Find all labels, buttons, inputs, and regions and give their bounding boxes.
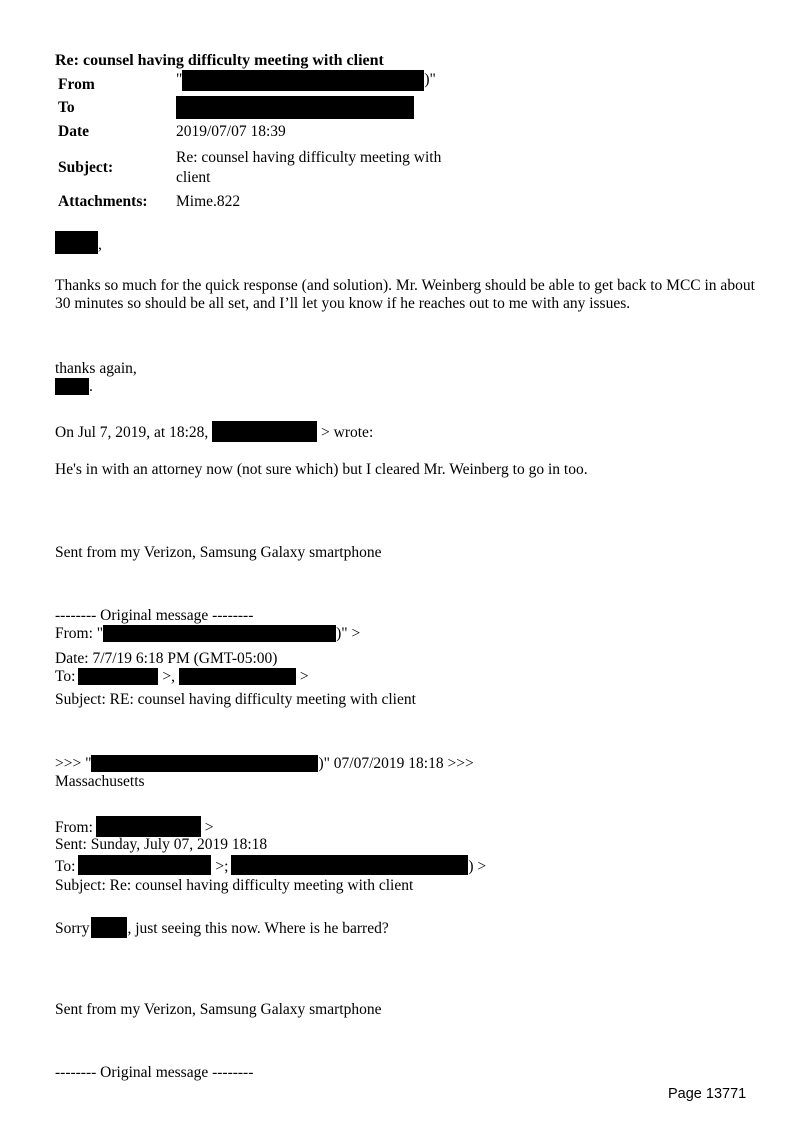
reply-prefix: Sorry bbox=[55, 920, 90, 937]
from-open-quote: " bbox=[176, 71, 183, 88]
from-close-quote: )" bbox=[424, 71, 436, 88]
redaction-block bbox=[179, 668, 296, 685]
original-message-divider: -------- Original message -------- bbox=[55, 607, 254, 624]
original2-from-suffix: > bbox=[204, 819, 214, 836]
original2-from-line bbox=[55, 816, 214, 837]
redaction-block bbox=[212, 421, 317, 442]
original2-subject-line: Subject: Re: counsel having difficulty meeting with client bbox=[55, 877, 414, 894]
redaction-block bbox=[103, 625, 336, 642]
original-to-suffix: > bbox=[299, 668, 309, 685]
redaction-block bbox=[231, 855, 468, 875]
original-subject-line: Subject: RE: counsel having difficulty meeting with client bbox=[55, 691, 416, 708]
email-subject-title: Re: counsel having difficulty meeting with client bbox=[55, 52, 384, 69]
original-from-line bbox=[55, 625, 360, 642]
redaction-block bbox=[55, 231, 98, 254]
to-label: To bbox=[58, 99, 75, 116]
original-to-line bbox=[55, 668, 309, 685]
original2-from-prefix: From: bbox=[55, 819, 93, 836]
redaction-block bbox=[78, 855, 211, 875]
signoff-name-line bbox=[55, 378, 93, 395]
original2-to-prefix: To: bbox=[55, 858, 76, 875]
original2-to-mid: >; bbox=[215, 858, 229, 875]
redaction-block bbox=[55, 378, 89, 395]
page-number: Page 13771 bbox=[668, 1086, 747, 1102]
forward-prefix: >>> " bbox=[55, 755, 92, 772]
subject-label: Subject: bbox=[58, 159, 114, 176]
forward-header-line bbox=[55, 755, 474, 772]
signoff-line: thanks again, bbox=[55, 360, 137, 377]
subject-value-line1: Re: counsel having difficulty meeting with bbox=[176, 149, 442, 166]
original-from-prefix: From: " bbox=[55, 625, 104, 642]
redaction-block bbox=[78, 668, 158, 685]
greeting-comma: , bbox=[98, 236, 102, 253]
sent-from-signature: Sent from my Verizon, Samsung Galaxy smartphone bbox=[55, 544, 382, 561]
body-paragraph: Thanks so much for the quick response (and solution). Mr. Weinberg should be able to get back to MCC in about 30 minutes so should be all set, and I’ll let you know if he reaches out to me with any issues. bbox=[55, 277, 755, 312]
date-value: 2019/07/07 18:39 bbox=[176, 123, 286, 140]
redaction-block bbox=[91, 917, 127, 938]
original-message-divider-2: -------- Original message -------- bbox=[55, 1064, 254, 1081]
original2-sent-line: Sent: Sunday, July 07, 2019 18:18 bbox=[55, 836, 268, 853]
quote-attribution bbox=[55, 421, 373, 442]
reply-line bbox=[55, 917, 389, 938]
forward-body-line: Massachusetts bbox=[55, 773, 145, 790]
original2-to-line bbox=[55, 855, 486, 875]
original2-to-suffix: ) > bbox=[468, 858, 487, 875]
redaction-block bbox=[96, 816, 201, 837]
to-value bbox=[176, 96, 414, 119]
original-to-prefix: To: bbox=[55, 668, 76, 685]
quote-body: He's in with an attorney now (not sure which) but I cleared Mr. Weinberg to go in too. bbox=[55, 461, 588, 478]
original-from-suffix: )" > bbox=[336, 625, 361, 642]
redaction-block bbox=[176, 96, 414, 119]
redaction-block bbox=[182, 70, 424, 91]
quote-suffix: > wrote: bbox=[321, 424, 374, 441]
attachment-link[interactable]: Mime.822 bbox=[176, 193, 241, 210]
original-to-mid: >, bbox=[162, 668, 175, 685]
signoff-period: . bbox=[89, 378, 93, 395]
forward-suffix: )" 07/07/2019 18:18 >>> bbox=[318, 755, 474, 772]
sent-from-signature-2: Sent from my Verizon, Samsung Galaxy smartphone bbox=[55, 1001, 382, 1018]
from-label: From bbox=[58, 76, 95, 93]
greeting-line bbox=[55, 231, 102, 254]
original-date-line: Date: 7/7/19 6:18 PM (GMT-05:00) bbox=[55, 650, 278, 667]
date-label: Date bbox=[58, 123, 89, 140]
redaction-block bbox=[91, 755, 318, 772]
attachments-label: Attachments: bbox=[58, 193, 148, 210]
reply-suffix: , just seeing this now. Where is he barred? bbox=[127, 920, 389, 937]
subject-value-line2: client bbox=[176, 169, 211, 186]
from-value bbox=[176, 70, 436, 91]
quote-prefix: On Jul 7, 2019, at 18:28, bbox=[55, 424, 209, 441]
